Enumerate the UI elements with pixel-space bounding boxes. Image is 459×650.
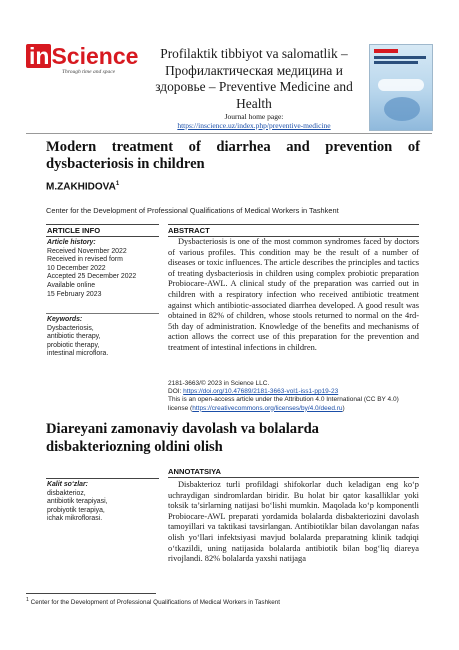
logo-tagline: Through time and space (62, 69, 116, 75)
publication-info (168, 380, 419, 413)
license-link[interactable]: https://creativecommons.org/licenses/by/4.0/deed.ru (192, 404, 343, 412)
abstract-text: Dysbacteriosis is one of the most common syndromes faced by doctors of various profiles. This condition may be the result of a number of diseases or toxic influences. The article describes the principles and tactics of treating dysbacteriosis in children using complex probiotic preparation Probiocare-AWL. A clinical study of the preparation was carried out in children with a respiratory infection who received antibiotic treatment against which antibiotic-associated diarrhea developed. A good result was obtained in 82% of children, whose stools returned to normal on the 4rd-5th day of administration. Knowledge of the benefits and mechanisms of action allows the correct use of this preparation for the prevention and treatment of intestinal infections in children. (168, 237, 419, 352)
annotation-rule (168, 477, 419, 478)
keywords-block: Keywords: Dysbacteriosis, antibiotic therapy, probiotic therapy, intestinal microflora. (47, 316, 109, 358)
doi-link[interactable]: https://doi.org/10.47689/2181-3663-vol1-iss1-pp19-23 (183, 388, 339, 396)
annotation-heading: ANNOTATSIYA (168, 467, 222, 476)
article-title-line1: Modern treatment of diarrhea and prevention of (46, 139, 420, 155)
abstract-heading: ABSTRACT (168, 226, 210, 235)
doi-line: DOI: https://doi.org/10.47689/2181-3663-vol1-iss1-pp19-23 (168, 388, 339, 396)
keywords-rule (46, 313, 159, 314)
journal-cover-image (369, 44, 433, 131)
homepage-label: Journal home page: (224, 112, 284, 121)
article-info-heading: ARTICLE INFO (47, 226, 101, 235)
issn-line: 2181-3663/© 2023 in Science LLC. (168, 380, 270, 387)
uz-keywords-rule (46, 478, 159, 479)
journal-title: Profilaktik tibbiyot va salomatlik – Профилактическая медицина и здоровье – Preventive Medicine and Health (155, 46, 353, 111)
homepage-link[interactable]: https://inscience.uz/index.php/preventive-medicine (177, 121, 331, 130)
license-line: This is an open-access article under the Attribution 4.0 International (CC BY 4.0) license (https://creativecommons.org/licenses/by/4.0/deed.ru) (168, 396, 399, 412)
uzbek-title: Diareyani zamonaviy davolash va bolalarda disbakteriozning oldini olish (46, 421, 319, 455)
footnote-rule (26, 593, 156, 594)
author-name: M.ZAKHIDOVA$^1$ (46, 181, 120, 193)
journal-logo (26, 44, 150, 86)
footnote: $^1$ Center for the Development of Professional Qualifications of Medical Workers in Tashkent (26, 597, 280, 607)
header-divider (26, 133, 432, 134)
logo-in: in (26, 44, 51, 68)
article-info-top-rule (46, 224, 159, 225)
logo-science: Science (51, 43, 139, 69)
abstract-top-rule (168, 224, 419, 225)
annotation-text: Disbakterioz turli profildagi shifokorlar duch keladigan eng ko‘p uchraydigan sindromlardan biridir. Bu holat bir qator kasalliklar yoki toksik ta’sirlarning natijasi bo‘lishi mumkin. Maqolada ko‘p komponentli Probiocare-AWL preparati yordamida bolalarda disbakteriozini davolash tamoyillari va taktikasi tavsirlangan. Antibiotiklar bilan davolangan nafas olish yo‘llari infektsiyasi mavjud bolalarda preparatning klinik tadqiqi o‘tkazildi, uning natijasida bolalarda antibiotik bilan bog‘liq diareya rivojlandi. 82% bolalarda yaxshi natijaga (168, 480, 419, 564)
article-info-bottom-rule (46, 236, 159, 237)
article-title-line2: dysbacteriosis in children (46, 156, 205, 172)
author-affiliation: Center for the Development of Professional Qualifications of Medical Workers in Tashkent (46, 206, 339, 215)
article-history: Article history: Received November 2022 Received in revised form 10 December 2022 Accepted 25 December 2022 Available online 15 February 2023 (47, 239, 137, 298)
uz-keywords-block: Kalit so‘zlar: disbakterioz, antibiotik terapiyasi, probiyotik terapiya, ichak mikroflorasi. (47, 481, 108, 523)
